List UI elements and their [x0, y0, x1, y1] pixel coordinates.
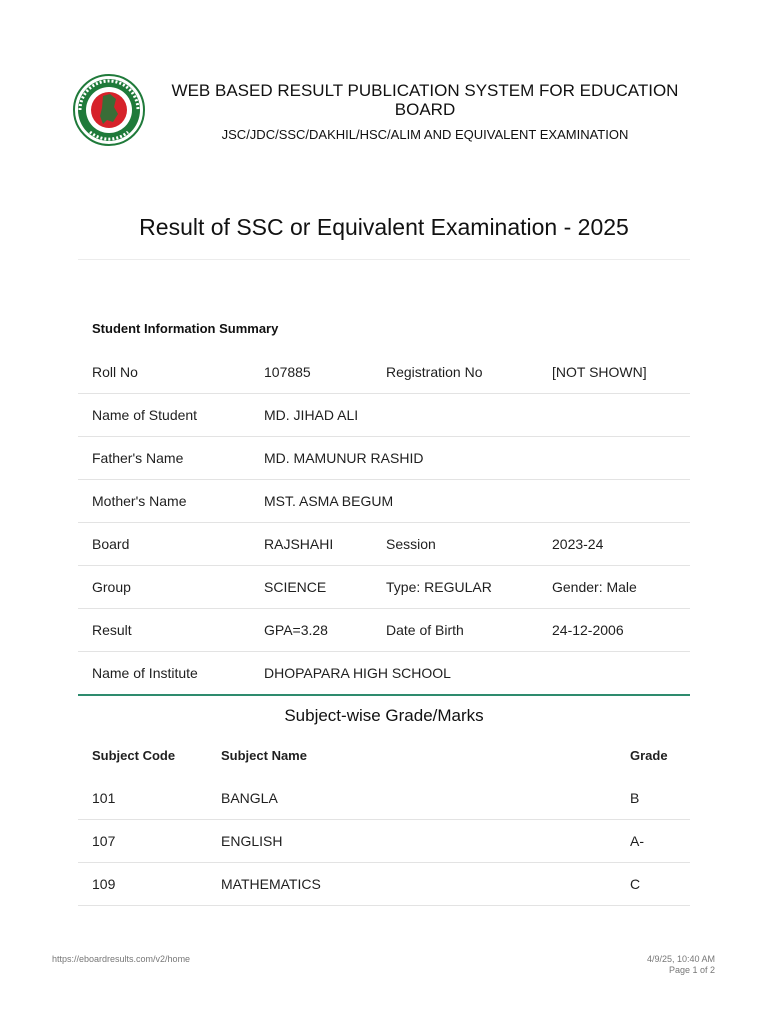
title-divider — [78, 259, 690, 260]
table-row — [78, 820, 690, 863]
page-number: Page 1 of 2 — [668, 965, 715, 975]
subject-code: 107 — [92, 833, 116, 849]
info-label: Registration No — [386, 364, 483, 380]
student-info-heading: Student Information Summary — [92, 321, 279, 336]
system-title: WEB BASED RESULT PUBLICATION SYSTEM FOR EDUCATION BOARD — [171, 81, 679, 119]
subject-grade: B — [630, 790, 640, 806]
table-row — [78, 777, 690, 820]
subject-name: ENGLISH — [221, 833, 283, 849]
info-label: Name of Institute — [92, 665, 198, 681]
table-row — [78, 480, 690, 523]
info-value: 24-12-2006 — [552, 622, 624, 638]
info-value: MD. MAMUNUR RASHID — [264, 450, 424, 466]
grades-heading: Subject-wise Grade/Marks — [284, 706, 484, 725]
table-row — [78, 863, 690, 906]
info-label: Mother's Name — [92, 493, 187, 509]
subject-name: MATHEMATICS — [221, 876, 321, 892]
print-timestamp: 4/9/25, 10:40 AM — [646, 954, 715, 964]
info-label: Name of Student — [92, 407, 198, 423]
grades-table — [78, 735, 690, 906]
footer-meta — [647, 954, 715, 976]
system-subtitle: JSC/JDC/SSC/DAKHIL/HSC/ALIM AND EQUIVALENT EXAMINATION — [221, 127, 629, 142]
table-row — [78, 523, 690, 566]
column-header: Subject Name — [221, 748, 307, 763]
table-row — [78, 351, 690, 394]
table-header-row — [78, 735, 690, 777]
info-label: Date of Birth — [386, 622, 464, 638]
subject-grade: C — [630, 876, 641, 892]
column-header: Grade — [630, 748, 668, 763]
info-value: 107885 — [264, 364, 311, 380]
info-value: MST. ASMA BEGUM — [264, 493, 394, 509]
info-label: Session — [386, 536, 436, 552]
footer-url: https://eboardresults.com/v2/home — [52, 954, 191, 964]
student-info-table — [78, 351, 690, 696]
info-value: DHOPAPARA HIGH SCHOOL — [264, 665, 451, 681]
info-value: MD. JIHAD ALI — [264, 407, 359, 423]
table-row — [78, 609, 690, 652]
table-row — [78, 437, 690, 480]
info-label: Roll No — [92, 364, 138, 380]
info-label: Result — [92, 622, 132, 638]
info-value: GPA=3.28 — [264, 622, 328, 638]
info-label: Father's Name — [92, 450, 184, 466]
subject-name: BANGLA — [221, 790, 278, 806]
table-row — [78, 394, 690, 437]
table-row — [78, 652, 690, 696]
info-value: RAJSHAHI — [264, 536, 334, 552]
column-header: Subject Code — [92, 748, 176, 763]
table-row — [78, 566, 690, 609]
subject-code: 109 — [92, 876, 116, 892]
info-value: [NOT SHOWN] — [552, 364, 647, 380]
info-label: Group — [92, 579, 131, 595]
subject-code: 101 — [92, 790, 116, 806]
info-value: Gender: Male — [552, 579, 637, 595]
info-value: 2023-24 — [552, 536, 604, 552]
info-value: Type: REGULAR — [386, 579, 492, 595]
page-title: Result of SSC or Equivalent Examination - 2025 — [139, 214, 629, 240]
info-value: SCIENCE — [264, 579, 327, 595]
info-label: Board — [92, 536, 130, 552]
subject-grade: A- — [630, 833, 644, 849]
bangladesh-government-seal-icon — [70, 74, 148, 146]
